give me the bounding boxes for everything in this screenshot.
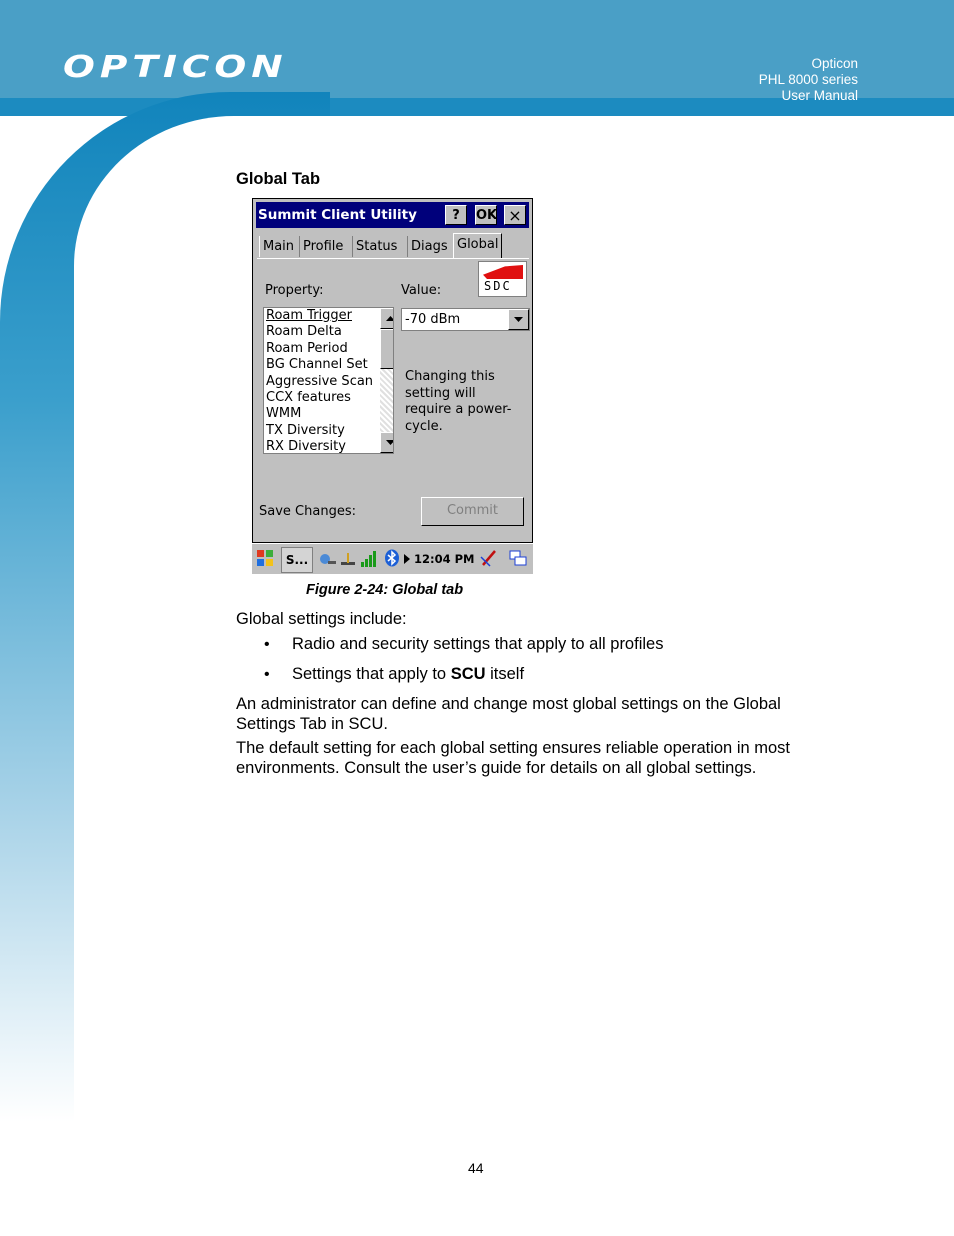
arrow-down-icon	[381, 433, 394, 452]
bullet-marker: •	[264, 666, 270, 683]
page-number: 44	[468, 1160, 484, 1176]
list-item[interactable]: RX Diversity	[266, 439, 346, 454]
list-item[interactable]: Roam Trigger	[266, 308, 352, 323]
clock: 12:04 PM	[414, 552, 475, 566]
close-button[interactable]: ×	[504, 205, 526, 225]
document-meta	[759, 56, 858, 104]
paragraph-defaults: The default setting for each global setting ensures reliable operation in most environments. Consult the user’s guide for details on all global settings.	[236, 739, 790, 777]
product-series: PHL 8000 series	[758, 72, 858, 87]
tab-status[interactable]: Status	[352, 236, 400, 257]
list-scrollbar[interactable]	[380, 308, 394, 453]
list-item[interactable]: Aggressive Scan	[266, 373, 374, 389]
connection-icon	[339, 550, 357, 568]
ok-button[interactable]: OK	[475, 205, 497, 225]
taskbar-app-button[interactable]: S...	[281, 547, 313, 573]
list-item[interactable]: TX Diversity	[266, 422, 345, 438]
bullet-item	[292, 665, 524, 684]
scroll-thumb[interactable]	[380, 329, 394, 369]
bullet-bold-text: SCU	[450, 665, 486, 683]
desktop-icon[interactable]	[509, 549, 527, 567]
company-name: Opticon	[811, 56, 858, 71]
save-changes-label: Save Changes:	[259, 504, 356, 519]
dropdown-button[interactable]	[508, 309, 529, 330]
tab-main[interactable]: Main	[259, 236, 297, 257]
taskbar	[252, 543, 533, 574]
pen-input-icon[interactable]	[480, 549, 498, 567]
opticon-logo: OPTICON	[63, 50, 288, 85]
commit-button[interactable]: Commit	[421, 497, 524, 526]
figure-caption: Figure 2-24: Global tab	[306, 582, 464, 598]
signal-strength-icon	[360, 550, 378, 568]
value-label: Value:	[401, 283, 442, 298]
tab-diags[interactable]: Diags	[407, 236, 451, 257]
power-cycle-note: Changing this setting will require a power-cycle.	[405, 369, 512, 434]
tab-global[interactable]: Global	[453, 233, 502, 259]
network-icon	[319, 550, 337, 568]
paragraph-admin: An administrator can define and change most global settings on the Global Settings Tab in SCU.	[236, 695, 781, 733]
chevron-down-icon	[509, 310, 528, 329]
expand-arrow-icon	[404, 554, 410, 564]
list-item[interactable]: CCX features	[266, 390, 351, 406]
bullet-item	[292, 635, 663, 654]
sdc-logo-text: SDC	[484, 279, 512, 293]
help-button[interactable]: ?	[445, 205, 467, 225]
scroll-up-button[interactable]	[380, 308, 394, 329]
list-item[interactable]: Roam Period	[266, 340, 348, 356]
value-dropdown[interactable]	[401, 308, 530, 331]
property-list[interactable]	[263, 307, 394, 454]
sdc-logo-shape	[483, 265, 523, 279]
bullet-text: Radio and security settings that apply to all profiles	[292, 635, 664, 653]
bullet-text: Settings that apply to	[292, 665, 451, 683]
list-item[interactable]: WMM	[266, 406, 302, 422]
property-label: Property:	[265, 283, 324, 298]
list-item[interactable]: Roam Delta	[266, 324, 342, 340]
tab-divider	[257, 258, 529, 259]
scu-window	[252, 198, 533, 543]
dropdown-value: -70 dBm	[405, 312, 461, 327]
section-title: Global Tab	[236, 170, 321, 188]
bluetooth-icon	[383, 549, 401, 567]
intro-text: Global settings include:	[236, 610, 407, 628]
list-item[interactable]: BG Channel Set	[266, 357, 368, 373]
window-title: Summit Client Utility	[258, 207, 417, 223]
sdc-logo	[478, 261, 527, 297]
device-screenshot	[252, 198, 533, 573]
bullet-marker: •	[264, 636, 270, 653]
title-bar	[256, 202, 529, 228]
windows-start-icon[interactable]	[256, 549, 274, 567]
bullet-text-tail: itself	[485, 665, 525, 683]
tab-profile[interactable]: Profile	[299, 236, 346, 257]
scroll-down-button[interactable]	[380, 432, 394, 453]
manual-name: User Manual	[781, 88, 858, 103]
arrow-up-icon	[381, 309, 394, 328]
